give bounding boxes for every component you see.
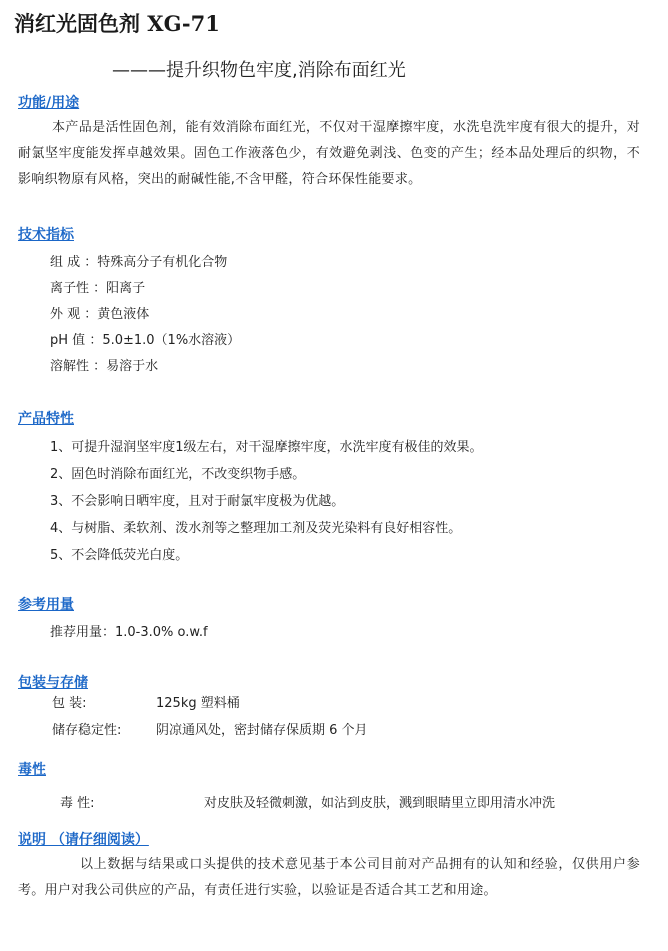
packaging-value: 125kg 塑料桶 bbox=[156, 696, 240, 711]
spec-label: pH 值 bbox=[50, 333, 86, 348]
spec-value: ：易溶于水 bbox=[93, 359, 159, 374]
feature-item: 5、不会降低荧光白度。 bbox=[50, 548, 189, 563]
dosage-text: 推荐用量：1.0-3.0% o.w.f bbox=[50, 625, 208, 640]
feature-item: 2、固色时消除布面红光，不改变织物手感。 bbox=[50, 467, 306, 482]
section-heading-notice: 说明 （请仔细阅读） bbox=[18, 832, 149, 848]
spec-label: 溶解性 bbox=[50, 359, 90, 374]
section-heading-function: 功能/用途 bbox=[18, 95, 80, 111]
spec-row-ionicity bbox=[50, 277, 145, 296]
toxicity-value: 对皮肤及轻微刺激，如沾到皮肤，溅到眼睛里立即用清水冲洗 bbox=[204, 796, 556, 811]
spec-label: 组 成 bbox=[50, 255, 81, 270]
feature-item: 4、与树脂、柔软剂、泼水剂等之整理加工剂及荧光染料有良好相容性。 bbox=[50, 521, 462, 536]
spec-value: ：特殊高分子有机化合物 bbox=[84, 255, 228, 270]
spec-row-solubility bbox=[50, 355, 158, 374]
feature-item: 3、不会影响日晒牢度，且对于耐氯牢度极为优越。 bbox=[50, 494, 345, 509]
section-heading-features: 产品特性 bbox=[18, 411, 74, 427]
product-subtitle: ———提升织物色牢度,消除布面红光 bbox=[112, 60, 406, 81]
section-heading-specs: 技术指标 bbox=[18, 227, 74, 243]
storage-label: 储存稳定性: bbox=[52, 723, 122, 738]
spec-value: ：黄色液体 bbox=[84, 307, 150, 322]
toxicity-label: 毒 性: bbox=[60, 796, 95, 811]
spec-value: ：5.0±1.0（1%水溶液） bbox=[89, 333, 241, 348]
spec-row-ph bbox=[50, 329, 240, 348]
section-heading-dosage: 参考用量 bbox=[18, 597, 74, 613]
product-title: 消红光固色剂 XG-71 bbox=[14, 11, 220, 36]
section-heading-packaging: 包装与存储 bbox=[18, 675, 88, 691]
packaging-label: 包 装: bbox=[52, 696, 87, 711]
spec-row-composition bbox=[50, 251, 227, 270]
spec-label: 离子性 bbox=[50, 281, 90, 296]
function-paragraph: 本产品是活性固色剂，能有效消除布面红光，不仅对干湿摩擦牢度，水洗皂洗牢度有很大的提升，对耐氯坚牢度能发挥卓越效果。固色工作液落色少，有效避免剥浅、色变的产生；经本品处理后的织物，不影响织物原有风格，突出的耐碱性能,不含甲醛，符合环保性能要求。 bbox=[18, 120, 640, 187]
section-heading-toxicity: 毒性 bbox=[18, 762, 46, 778]
storage-value: 阴凉通风处，密封储存保质期 6 个月 bbox=[156, 723, 368, 738]
feature-item: 1、可提升湿润坚牢度1级左右，对干湿摩擦牢度，水洗牢度有极佳的效果。 bbox=[50, 440, 483, 455]
spec-label: 外 观 bbox=[50, 307, 81, 322]
spec-value: ：阳离子 bbox=[93, 281, 146, 296]
spec-row-appearance bbox=[50, 303, 149, 322]
notice-paragraph: 以上数据与结果或口头提供的技术意见基于本公司目前对产品拥有的认知和经验，仅供用户参考。用户对我公司供应的产品，有责任进行实验，以验证是否适合其工艺和用途。 bbox=[18, 857, 640, 898]
